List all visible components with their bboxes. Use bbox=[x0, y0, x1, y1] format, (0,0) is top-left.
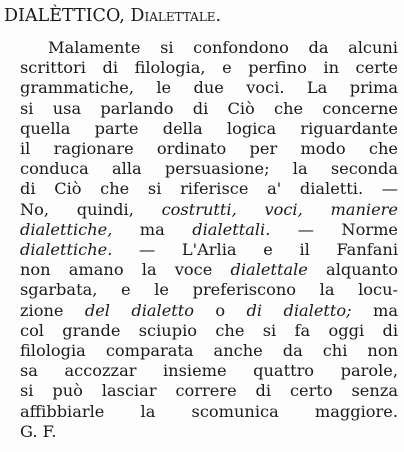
text-run: ma bbox=[351, 300, 398, 320]
text-line bbox=[20, 200, 398, 220]
text-line bbox=[20, 139, 398, 159]
text-run: quella parte della logica riguardante bbox=[20, 118, 398, 138]
text-line bbox=[20, 321, 398, 341]
text-run: di Ciò che si riferisce a' dialetti. — bbox=[20, 179, 398, 199]
text-run: G. F. bbox=[20, 421, 57, 441]
text-run: — L'Arlia e il Fanfani bbox=[112, 240, 398, 259]
text-run: ma bbox=[112, 219, 193, 239]
text-line bbox=[20, 179, 398, 199]
text-line bbox=[20, 422, 398, 442]
text-line bbox=[20, 361, 398, 381]
text-run: conduca alla persuasione; la seconda bbox=[20, 159, 398, 179]
text-line bbox=[20, 301, 398, 321]
headword: DIALÈTTICO, bbox=[4, 6, 125, 26]
text-run: o bbox=[194, 300, 247, 320]
text-run: filologia comparata anche da chi non bbox=[20, 341, 398, 360]
text-line bbox=[20, 78, 398, 98]
text-line bbox=[20, 260, 398, 280]
text-line bbox=[20, 119, 398, 139]
text-run: — Norme bbox=[270, 219, 398, 239]
italic-term: dialettali. bbox=[192, 219, 271, 239]
text-run: si può lasciar correre di certo senza bbox=[20, 381, 398, 401]
text-line bbox=[20, 402, 398, 422]
headword-variant: Dialettale. bbox=[130, 6, 222, 26]
text-run: scrittori di filologia, e perfino in certe bbox=[20, 58, 398, 78]
text-run: grammatiche, le due voci. La prima bbox=[20, 78, 398, 98]
text-run: No, quindi, bbox=[20, 199, 162, 219]
text-run: zione bbox=[20, 300, 85, 320]
text-run: Malamente si confondono da alcuni bbox=[48, 38, 398, 57]
text-run: affibbiarle la scomunica maggiore. bbox=[20, 401, 398, 421]
italic-term: del dialetto bbox=[84, 300, 195, 320]
text-line bbox=[20, 240, 398, 260]
entry-heading bbox=[4, 4, 221, 28]
text-line bbox=[20, 280, 398, 300]
italic-term: dialettale bbox=[230, 260, 308, 280]
text-run: sgarbata, e le preferiscono la locu- bbox=[20, 280, 398, 300]
text-line bbox=[48, 38, 398, 58]
text-line bbox=[20, 381, 398, 401]
text-line bbox=[20, 220, 398, 240]
italic-term: dialettiche. bbox=[20, 240, 113, 259]
text-line bbox=[20, 341, 398, 361]
text-run: si usa parlando di Ciò che concerne bbox=[20, 98, 398, 118]
text-line bbox=[20, 99, 398, 119]
text-line bbox=[20, 58, 398, 78]
text-run: alquanto bbox=[307, 260, 398, 280]
italic-term: di dialetto; bbox=[246, 300, 352, 320]
text-run: non amano la voce bbox=[20, 260, 231, 280]
italic-term: costrutti, voci, maniere bbox=[161, 199, 398, 219]
text-run: sa accozzar insieme quattro parole, bbox=[20, 361, 398, 381]
text-line bbox=[20, 159, 398, 179]
text-run: col grande sciupio che si fa oggi di bbox=[20, 320, 398, 340]
text-run: il ragionare ordinato per modo che bbox=[20, 139, 398, 158]
italic-term: dialettiche, bbox=[20, 219, 113, 239]
